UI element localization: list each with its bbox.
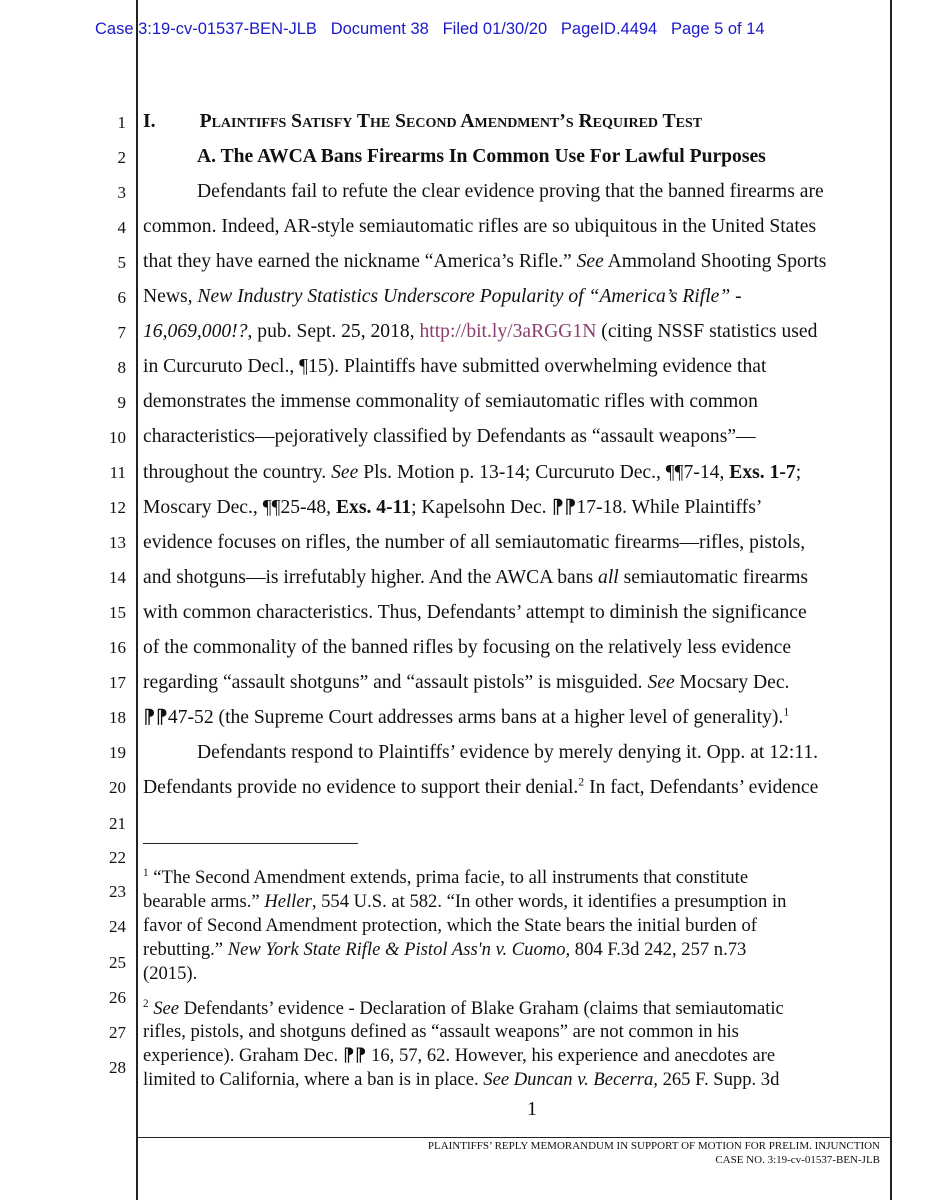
line-number: 8	[117, 358, 126, 377]
text-span: I.	[143, 111, 156, 132]
text-line	[143, 531, 805, 555]
text-line	[143, 601, 807, 625]
text-span: throughout the country.	[143, 461, 332, 483]
text-line	[197, 145, 766, 169]
text-line	[143, 891, 786, 913]
text-span: See	[647, 671, 675, 693]
text-span: favor of Second Amendment protection, which the State bears the initial burden of	[143, 915, 757, 936]
text-span: with common characteristics. Thus, Defendants’ attempt to diminish the significance	[143, 601, 807, 623]
line-number: 15	[109, 603, 126, 622]
text-line	[143, 215, 816, 239]
text-line	[143, 250, 826, 274]
text-span: Plaintiffs Satisfy The Second Amendment’s Required Test	[199, 111, 703, 132]
text-span: Exs. 1-7	[729, 461, 796, 483]
line-number: 28	[109, 1058, 126, 1077]
line-number: 6	[117, 288, 126, 307]
text-span: semiautomatic firearms	[618, 566, 809, 588]
footnote-ref: 2	[578, 775, 585, 789]
text-span: Moscary Dec., ¶¶25-48,	[143, 496, 336, 518]
footnote-ref: 1	[783, 705, 790, 719]
line-number: 5	[117, 253, 126, 272]
line-number: 22	[109, 848, 126, 867]
line-number: 7	[117, 323, 126, 342]
text-line	[143, 566, 808, 590]
text-span: News,	[143, 286, 198, 308]
text-span: See Duncan v. Becerra,	[483, 1069, 658, 1090]
line-number: 23	[109, 882, 126, 901]
text-span: See	[576, 251, 604, 273]
text-line	[143, 776, 818, 800]
text-span: (citing NSSF statistics used	[596, 321, 818, 343]
right-margin-rule	[890, 0, 892, 1200]
line-number: 2	[117, 148, 126, 167]
left-margin-rule	[136, 0, 138, 1200]
text-span: ⁋⁋47-52 (the Supreme Court addresses arms bans at a higher level of generality).	[143, 706, 784, 728]
footnote-ref: 1	[143, 866, 149, 879]
line-number: 1	[117, 113, 126, 132]
text-span: Heller	[264, 891, 312, 912]
line-number: 3	[117, 183, 126, 202]
line-number: 10	[109, 428, 126, 447]
text-line	[143, 110, 702, 134]
text-line	[143, 461, 801, 485]
text-line	[143, 671, 789, 695]
line-number: 18	[109, 708, 126, 727]
text-span: characteristics—pejoratively classified by Defendants as “assault weapons”—	[143, 426, 756, 448]
line-number: 24	[109, 917, 126, 936]
text-span: 265 F. Supp. 3d	[657, 1069, 780, 1090]
text-line	[143, 355, 766, 379]
text-line	[143, 915, 757, 937]
text-line	[143, 867, 748, 889]
line-number: 4	[117, 218, 126, 237]
text-line	[197, 741, 818, 765]
text-span: Ammoland Shooting Sports	[603, 251, 827, 273]
text-span: “The Second Amendment extends, prima facie, to all instruments that constitute	[148, 867, 749, 888]
line-number: 25	[109, 953, 126, 972]
footer-case-number: CASE NO. 3:19-cv-01537-BEN-JLB	[715, 1154, 880, 1166]
page-number: 1	[527, 1098, 537, 1120]
footer-rule	[138, 1137, 890, 1138]
text-line	[143, 285, 742, 309]
line-number: 20	[109, 778, 126, 797]
text-span: See	[331, 461, 359, 483]
text-span: Defendants fail to refute the clear evidence proving that the banned firearms are	[197, 181, 824, 203]
text-span: rifles, pistols, and shotguns defined as “assault weapons” are not common in his	[143, 1021, 739, 1042]
text-line	[143, 963, 197, 985]
text-span: A. The AWCA Bans Firearms In Common Use For Lawful Purposes	[197, 146, 766, 168]
text-line	[143, 939, 746, 961]
text-span: Pls. Motion p. 13-14; Curcuruto Dec., ¶¶7-14,	[358, 461, 730, 483]
text-span: New Industry Statistics Underscore Popularity of “America’s Rifle” -	[197, 286, 742, 308]
text-span: 804 F.3d 242, 257 n.73	[570, 939, 747, 960]
line-number: 11	[109, 463, 126, 482]
text-span: See	[153, 998, 180, 1019]
text-span: rebutting.”	[143, 939, 228, 960]
text-line	[143, 998, 784, 1020]
text-span: ; Kapelsohn Dec. ⁋⁋17-18. While Plaintiffs’	[411, 496, 763, 518]
text-line	[143, 1045, 775, 1067]
text-span: New York State Rifle & Pistol Ass'n v. Cuomo,	[227, 939, 571, 960]
footnote-separator	[143, 843, 358, 844]
hyperlink[interactable]: http://bit.ly/3aRGG1N	[419, 321, 597, 343]
text-span: (2015).	[143, 963, 198, 984]
text-span: evidence focuses on rifles, the number of all semiautomatic firearms—rifles, pistols,	[143, 531, 806, 553]
footnote-ref: 2	[143, 997, 149, 1010]
text-span: in Curcuruto Decl., ¶15). Plaintiffs have submitted overwhelming evidence that	[143, 356, 767, 378]
text-span: and shotguns—is irrefutably higher. And the AWCA bans	[143, 566, 599, 588]
line-number: 17	[109, 673, 126, 692]
text-span: 16,069,000!?	[143, 321, 248, 343]
text-span	[156, 111, 200, 132]
line-number: 19	[109, 743, 126, 762]
text-span: Defendants’ evidence - Declaration of Blake Graham (claims that semiautomatic	[179, 998, 784, 1019]
text-span: Exs. 4-11	[335, 496, 412, 518]
text-line	[143, 390, 758, 414]
line-number: 16	[109, 638, 126, 657]
text-span: ;	[795, 461, 802, 483]
line-number: 13	[109, 533, 126, 552]
line-number: 12	[109, 498, 126, 517]
text-span: of the commonality of the banned rifles by focusing on the relatively less evidence	[143, 636, 792, 658]
text-span: Defendants provide no evidence to support their denial.	[143, 776, 579, 798]
text-line	[143, 636, 791, 660]
line-number: 27	[109, 1023, 126, 1042]
text-span: bearable arms.”	[143, 891, 265, 912]
text-span: Defendants respond to Plaintiffs’ evidence by merely denying it. Opp. at 12:11.	[197, 741, 819, 763]
text-line	[143, 706, 789, 730]
text-span: demonstrates the immense commonality of semiautomatic rifles with common	[143, 391, 758, 413]
text-span: Mocsary Dec.	[674, 671, 790, 693]
text-line	[143, 425, 756, 449]
court-filing-header: Case 3:19-cv-01537-BEN-JLB Document 38 Filed 01/30/20 PageID.4494 Page 5 of 14	[95, 20, 765, 38]
text-line	[143, 1069, 779, 1091]
text-span: In fact, Defendants’ evidence	[584, 776, 819, 798]
text-span: common. Indeed, AR-style semiautomatic rifles are so ubiquitous in the United States	[143, 216, 817, 238]
text-line	[143, 1021, 739, 1043]
text-line	[197, 180, 824, 204]
text-span: that they have earned the nickname “America’s Rifle.”	[143, 251, 577, 273]
line-number: 14	[109, 568, 126, 587]
text-line	[143, 496, 762, 520]
text-span: limited to California, where a ban is in place.	[143, 1069, 484, 1090]
line-number: 26	[109, 988, 126, 1007]
text-span: , pub. Sept. 25, 2018,	[247, 321, 420, 343]
footer-title: PLAINTIFFS’ REPLY MEMORANDUM IN SUPPORT OF MOTION FOR PRELIM. INJUNCTION	[427, 1140, 880, 1152]
text-span: , 554 U.S. at 582. “In other words, it identifies a presumption in	[311, 891, 787, 912]
text-span: regarding “assault shotguns” and “assault pistols” is misguided.	[143, 671, 648, 693]
line-number: 9	[117, 393, 126, 412]
text-span: experience). Graham Dec. ⁋⁋ 16, 57, 62. However, his experience and anecdotes are	[143, 1045, 776, 1066]
text-line	[143, 320, 817, 344]
text-span: all	[598, 566, 619, 588]
line-number: 21	[109, 814, 126, 833]
